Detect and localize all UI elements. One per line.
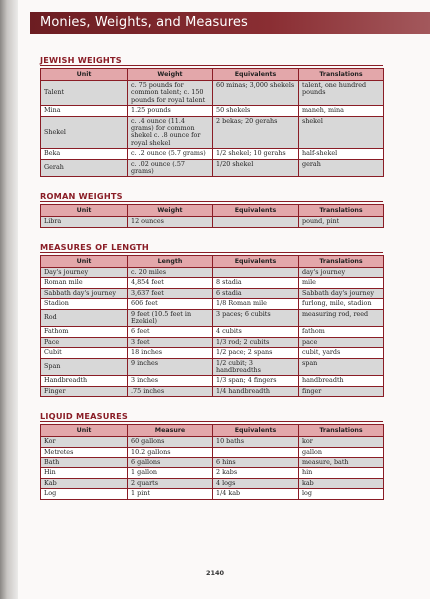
- section-measures-of-length: [40, 242, 383, 397]
- table-row: [41, 478, 384, 488]
- table-cell: [213, 217, 299, 227]
- table-cell: 4 cubits: [213, 327, 299, 337]
- table-cell: c. .02 ounce (.57 grams): [128, 159, 213, 177]
- table-cell: 3 feet: [128, 337, 213, 347]
- measures-table: [40, 68, 384, 177]
- table-cell: 1/3 rod; 2 cubits: [213, 337, 299, 347]
- table-cell: Mina: [41, 106, 128, 116]
- table-cell: 3 inches: [128, 376, 213, 386]
- table-cell: .75 inches: [128, 386, 213, 396]
- table-header-row: [41, 205, 384, 217]
- table-cell: Sabbath day's journey: [299, 288, 384, 298]
- table-cell: Gerah: [41, 159, 128, 177]
- table-cell: c. .2 ounce (5.7 grams): [128, 149, 213, 159]
- page-number: 2140: [205, 569, 225, 577]
- table-cell: pound, pint: [299, 217, 384, 227]
- table-cell: Roman mile: [41, 278, 128, 288]
- column-header: Equivalents: [213, 205, 299, 217]
- table-cell: 606 feet: [128, 299, 213, 309]
- table-row: [41, 217, 384, 227]
- column-header: Equivalents: [213, 69, 299, 81]
- table-cell: finger: [299, 386, 384, 396]
- table-cell: 2 quarts: [128, 478, 213, 488]
- table-cell: Kab: [41, 478, 128, 488]
- table-cell: Cubit: [41, 348, 128, 358]
- column-header: Translations: [299, 205, 384, 217]
- table-cell: 1/8 Roman mile: [213, 299, 299, 309]
- table-header-row: [41, 425, 384, 437]
- column-header: Weight: [128, 69, 213, 81]
- table-row: [41, 106, 384, 116]
- table-cell: 6 gallons: [128, 457, 213, 467]
- table-cell: 18 inches: [128, 348, 213, 358]
- table-cell: measuring rod, reed: [299, 309, 384, 327]
- column-header: Translations: [299, 69, 384, 81]
- table-cell: [213, 447, 299, 457]
- column-header: Unit: [41, 255, 128, 267]
- page-banner: [30, 12, 430, 34]
- table-cell: hin: [299, 468, 384, 478]
- table-cell: 50 shekels: [213, 106, 299, 116]
- table-cell: pace: [299, 337, 384, 347]
- table-cell: 60 minas; 3,000 shekels: [213, 81, 299, 106]
- table-cell: half-shekel: [299, 149, 384, 159]
- table-cell: 6 feet: [128, 327, 213, 337]
- table-cell: Kor: [41, 437, 128, 447]
- column-header: Translations: [299, 255, 384, 267]
- measures-table: [40, 255, 384, 397]
- table-cell: Day's journey: [41, 267, 128, 277]
- table-row: [41, 457, 384, 467]
- table-cell: kab: [299, 478, 384, 488]
- table-cell: 1/4 kab: [213, 489, 299, 499]
- table-cell: 1/2 pace; 2 spans: [213, 348, 299, 358]
- table-cell: log: [299, 489, 384, 499]
- table-cell: measure, bath: [299, 457, 384, 467]
- table-cell: 3,637 feet: [128, 288, 213, 298]
- column-header: Weight: [128, 205, 213, 217]
- table-cell: Beka: [41, 149, 128, 159]
- table-header-row: [41, 255, 384, 267]
- table-cell: Handbreadth: [41, 376, 128, 386]
- table-header-row: [41, 69, 384, 81]
- column-header: Equivalents: [213, 425, 299, 437]
- section-jewish-weights: [40, 55, 383, 177]
- table-cell: cubit, yards: [299, 348, 384, 358]
- table-cell: span: [299, 358, 384, 376]
- table-cell: 12 ounces: [128, 217, 213, 227]
- table-cell: 8 stadia: [213, 278, 299, 288]
- table-cell: Stadion: [41, 299, 128, 309]
- table-cell: 9 inches: [128, 358, 213, 376]
- table-cell: 60 gallons: [128, 437, 213, 447]
- table-cell: fathom: [299, 327, 384, 337]
- table-cell: Sabbath day's journey: [41, 288, 128, 298]
- table-row: [41, 358, 384, 376]
- table-row: [41, 376, 384, 386]
- table-cell: 1 pint: [128, 489, 213, 499]
- table-cell: Hin: [41, 468, 128, 478]
- column-header: Unit: [41, 425, 128, 437]
- table-row: [41, 327, 384, 337]
- measures-table: [40, 204, 384, 227]
- table-cell: 4 logs: [213, 478, 299, 488]
- table-cell: shekel: [299, 116, 384, 149]
- table-cell: 2 kabs: [213, 468, 299, 478]
- table-row: [41, 309, 384, 327]
- table-cell: c. 75 pounds for common talent; c. 150 pounds for royal talent: [128, 81, 213, 106]
- section-liquid-measures: [40, 411, 383, 499]
- column-header: Translations: [299, 425, 384, 437]
- column-header: Equivalents: [213, 255, 299, 267]
- table-row: [41, 116, 384, 149]
- table-cell: talent, one hundred pounds: [299, 81, 384, 106]
- table-row: [41, 278, 384, 288]
- table-row: [41, 149, 384, 159]
- table-row: [41, 299, 384, 309]
- table-cell: Libra: [41, 217, 128, 227]
- table-cell: [213, 267, 299, 277]
- measures-table: [40, 424, 384, 499]
- table-cell: Shekel: [41, 116, 128, 149]
- table-cell: Finger: [41, 386, 128, 396]
- column-header: Length: [128, 255, 213, 267]
- section-title: ROMAN WEIGHTS: [40, 191, 383, 202]
- table-cell: 1.25 pounds: [128, 106, 213, 116]
- table-cell: mile: [299, 278, 384, 288]
- table-row: [41, 337, 384, 347]
- section-title: MEASURES OF LENGTH: [40, 242, 383, 253]
- table-row: [41, 489, 384, 499]
- table-row: [41, 468, 384, 478]
- table-cell: handbreadth: [299, 376, 384, 386]
- table-cell: 10.2 gallons: [128, 447, 213, 457]
- table-cell: 4,854 feet: [128, 278, 213, 288]
- table-cell: maneh, mina: [299, 106, 384, 116]
- table-cell: gerah: [299, 159, 384, 177]
- table-row: [41, 81, 384, 106]
- section-roman-weights: [40, 191, 383, 227]
- page-binding-shadow: [0, 0, 18, 599]
- table-cell: Talent: [41, 81, 128, 106]
- table-cell: Pace: [41, 337, 128, 347]
- table-cell: 2 bekas; 20 gerahs: [213, 116, 299, 149]
- column-header: Unit: [41, 205, 128, 217]
- table-cell: 9 feet (10.5 feet in Ezekiel): [128, 309, 213, 327]
- table-cell: c. 20 miles: [128, 267, 213, 277]
- table-row: [41, 348, 384, 358]
- table-row: [41, 386, 384, 396]
- table-cell: furlong, mile, stadion: [299, 299, 384, 309]
- table-cell: kor: [299, 437, 384, 447]
- table-cell: 6 stadia: [213, 288, 299, 298]
- table-cell: gallon: [299, 447, 384, 457]
- table-cell: Metretes: [41, 447, 128, 457]
- table-cell: 6 hins: [213, 457, 299, 467]
- table-cell: Log: [41, 489, 128, 499]
- table-cell: Span: [41, 358, 128, 376]
- table-cell: Fathom: [41, 327, 128, 337]
- table-cell: 1/20 shekel: [213, 159, 299, 177]
- table-cell: Bath: [41, 457, 128, 467]
- table-cell: 3 paces; 6 cubits: [213, 309, 299, 327]
- table-row: [41, 267, 384, 277]
- page-banner-title: Monies, Weights, and Measures: [40, 15, 248, 30]
- table-cell: 1/2 cubit; 3 handbreadths: [213, 358, 299, 376]
- table-cell: 10 baths: [213, 437, 299, 447]
- table-cell: 1 gallon: [128, 468, 213, 478]
- table-cell: c. .4 ounce (11.4 grams) for common shekel c. .8 ounce for royal shekel: [128, 116, 213, 149]
- table-row: [41, 447, 384, 457]
- table-row: [41, 437, 384, 447]
- table-cell: 1/4 handbreadth: [213, 386, 299, 396]
- table-cell: 1/2 shekel; 10 gerahs: [213, 149, 299, 159]
- table-cell: Rod: [41, 309, 128, 327]
- table-row: [41, 288, 384, 298]
- section-title: LIQUID MEASURES: [40, 411, 383, 422]
- table-row: [41, 159, 384, 177]
- table-cell: 1/3 span; 4 fingers: [213, 376, 299, 386]
- column-header: Unit: [41, 69, 128, 81]
- column-header: Measure: [128, 425, 213, 437]
- tables-container: [40, 55, 383, 500]
- section-title: JEWISH WEIGHTS: [40, 55, 383, 66]
- table-cell: day's journey: [299, 267, 384, 277]
